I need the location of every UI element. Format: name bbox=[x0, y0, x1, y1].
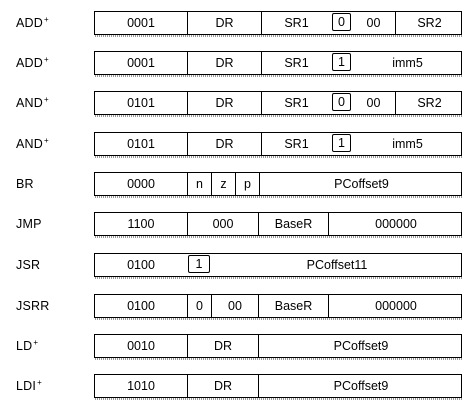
opcode-name: BR bbox=[16, 177, 34, 191]
bit-field: 0 bbox=[332, 13, 351, 31]
instruction-row bbox=[0, 11, 474, 41]
bit-field: 0001 bbox=[127, 56, 155, 70]
opcode-name: LDI bbox=[16, 379, 37, 393]
bit-field: 000000 bbox=[328, 213, 463, 235]
bit-field: DR bbox=[187, 133, 261, 155]
box-shadow bbox=[95, 236, 463, 238]
bit-field: 1010 bbox=[127, 379, 155, 393]
bit-field: 0 bbox=[332, 93, 351, 111]
opcode-name: LD bbox=[16, 339, 33, 353]
bit-field: BaseR bbox=[258, 213, 328, 235]
bit-field: DR bbox=[187, 92, 261, 114]
bit-field: SR2 bbox=[395, 92, 463, 114]
condition-code-marker: + bbox=[33, 338, 39, 347]
bit-field: SR1 bbox=[261, 12, 331, 34]
bit-field: 1 bbox=[332, 134, 351, 152]
bit-field: p bbox=[235, 173, 259, 195]
bit-field: 00 bbox=[211, 295, 258, 317]
bit-field: 1 bbox=[332, 53, 351, 71]
opcode-name: JSRR bbox=[16, 299, 50, 313]
opcode-name: JMP bbox=[16, 217, 42, 231]
box-shadow bbox=[95, 156, 463, 158]
box-shadow bbox=[95, 358, 463, 360]
bit-field: n bbox=[187, 173, 211, 195]
instruction-row bbox=[0, 334, 474, 364]
bit-field: DR bbox=[187, 335, 258, 357]
bit-field: SR1 bbox=[261, 52, 331, 74]
bit-field: PCoffset9 bbox=[259, 173, 463, 195]
bit-field: 1 bbox=[188, 255, 210, 273]
opcode-label bbox=[16, 336, 38, 356]
opcode-name: AND bbox=[16, 137, 43, 151]
opcode-name: AND bbox=[16, 96, 43, 110]
opcode-name: ADD bbox=[16, 16, 43, 30]
instruction-format-box bbox=[94, 374, 462, 398]
bit-field: z bbox=[211, 173, 235, 195]
instruction-format-box bbox=[94, 253, 462, 277]
bit-field: SR1 bbox=[261, 133, 331, 155]
bit-field: 000 bbox=[187, 213, 258, 235]
bit-field: 0000 bbox=[127, 177, 155, 191]
condition-code-marker: + bbox=[44, 55, 49, 64]
opcode-name: ADD bbox=[16, 56, 43, 70]
bit-field: DR bbox=[187, 52, 261, 74]
condition-code-marker: + bbox=[44, 136, 49, 145]
bit-field: imm5 bbox=[392, 56, 423, 70]
bit-field: DR bbox=[187, 375, 258, 397]
bit-field: 0001 bbox=[127, 16, 155, 30]
instruction-format-box bbox=[94, 51, 462, 75]
instruction-row bbox=[0, 132, 474, 162]
instruction-format-box bbox=[94, 294, 462, 318]
instruction-row bbox=[0, 374, 474, 404]
bit-field: BaseR bbox=[258, 295, 328, 317]
bit-field: SR2 bbox=[395, 12, 463, 34]
instruction-row bbox=[0, 172, 474, 202]
bit-field: 00 bbox=[366, 96, 381, 110]
instruction-format-box bbox=[94, 11, 462, 35]
opcode-label bbox=[16, 93, 49, 113]
instruction-row bbox=[0, 91, 474, 121]
opcode-label bbox=[16, 134, 49, 154]
bit-field: PCoffset11 bbox=[306, 258, 368, 272]
opcode-label bbox=[16, 255, 40, 275]
bit-field: imm5 bbox=[392, 137, 423, 151]
instruction-row bbox=[0, 253, 474, 283]
instruction-row bbox=[0, 51, 474, 81]
bit-field: 1100 bbox=[127, 217, 155, 231]
opcode-label bbox=[16, 296, 49, 316]
opcode-name: JSR bbox=[16, 258, 41, 272]
condition-code-marker: + bbox=[37, 378, 42, 387]
box-shadow bbox=[95, 115, 463, 117]
opcode-label bbox=[16, 376, 42, 396]
bit-field: 000000 bbox=[328, 295, 463, 317]
bit-field: 0101 bbox=[127, 137, 155, 151]
instruction-row bbox=[0, 212, 474, 242]
bit-field: 0 bbox=[187, 295, 211, 317]
box-shadow bbox=[95, 277, 463, 279]
condition-code-marker: + bbox=[44, 15, 49, 24]
box-shadow bbox=[95, 75, 463, 77]
opcode-label bbox=[16, 214, 42, 234]
bit-field: 0100 bbox=[127, 258, 155, 272]
bit-field: 0100 bbox=[127, 299, 155, 313]
instruction-format-box bbox=[94, 212, 462, 236]
instruction-format-box bbox=[94, 91, 462, 115]
bit-field: 0010 bbox=[127, 339, 155, 353]
instruction-format-box bbox=[94, 132, 462, 156]
box-shadow bbox=[95, 318, 463, 320]
opcode-label bbox=[16, 13, 49, 33]
box-shadow bbox=[95, 35, 463, 37]
bit-field: PCoffset9 bbox=[258, 335, 463, 357]
box-shadow bbox=[95, 398, 463, 400]
instruction-row bbox=[0, 294, 474, 324]
bit-field: 00 bbox=[366, 16, 381, 30]
instruction-format-box bbox=[94, 334, 462, 358]
bit-field: 0101 bbox=[127, 96, 155, 110]
instruction-format-box bbox=[94, 172, 462, 196]
condition-code-marker: + bbox=[44, 95, 49, 104]
box-shadow bbox=[95, 196, 463, 198]
bit-field: PCoffset9 bbox=[258, 375, 463, 397]
bit-field: DR bbox=[187, 12, 261, 34]
bit-field: SR1 bbox=[261, 92, 331, 114]
opcode-label bbox=[16, 174, 34, 194]
opcode-label bbox=[16, 53, 49, 73]
